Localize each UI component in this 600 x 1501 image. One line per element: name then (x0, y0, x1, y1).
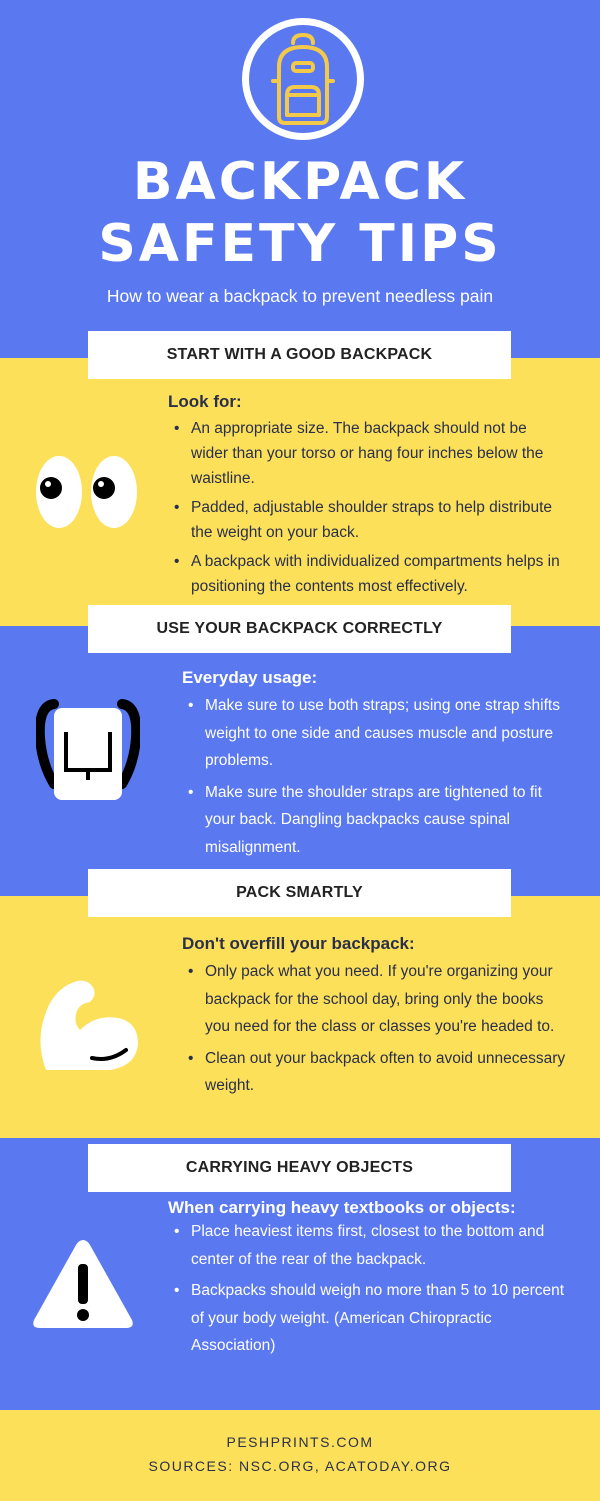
section-content (168, 1198, 573, 1364)
footer (0, 1410, 600, 1501)
page-subtitle: How to wear a backpack to prevent needless pain (106, 286, 494, 306)
section-pack-smartly (0, 896, 600, 1138)
section-heading: USE YOUR BACKPACK CORRECTLY (88, 605, 511, 653)
bullet-list (182, 958, 572, 1100)
section-content (182, 668, 572, 865)
bullet-list (168, 416, 568, 599)
page-title-line2: SAFETY TIPS (98, 214, 502, 274)
header (0, 0, 600, 358)
footer-site: PESHPRINTS.COM (226, 1434, 374, 1450)
list-item: • An appropriate size. The backpack should not be wider than your torso or hang four inches below the waistline. (168, 416, 568, 491)
page-title-line1: BACKPACK (132, 152, 468, 212)
footer-sources: SOURCES: NSC.ORG, ACATODAY.ORG (148, 1458, 452, 1474)
section-heading: CARRYING HEAVY OBJECTS (88, 1144, 511, 1192)
section-lead: Don't overfill your backpack: (182, 934, 415, 953)
list-item: • Backpacks should weigh no more than 5 to 10 percent of your body weight. (American Chiropractic Association) (168, 1277, 573, 1360)
eyes-icon (34, 450, 144, 530)
backpack-logo-icon (239, 15, 367, 143)
list-item: • Make sure to use both straps; using one strap shifts weight to one side and causes muscle and posture problems. (182, 692, 572, 775)
list-item: • Place heaviest items first, closest to the bottom and center of the rear of the backpack. (168, 1218, 573, 1273)
section-lead: Everyday usage: (182, 668, 318, 687)
section-lead: When carrying heavy textbooks or objects: (168, 1198, 516, 1217)
section-content (182, 934, 572, 1104)
list-item: • Clean out your backpack often to avoid unnecessary weight. (182, 1045, 572, 1100)
flexed-arm-icon (34, 974, 144, 1074)
list-item: • A backpack with individualized compartments helps in positioning the contents most effectively. (168, 549, 568, 599)
list-item: • Only pack what you need. If you're organizing your backpack for the school day, bring only the books you need for the class or classes you're headed to. (182, 958, 572, 1041)
list-item: • Padded, adjustable shoulder straps to help distribute the weight on your back. (168, 495, 568, 545)
bullet-list (182, 692, 572, 861)
list-item: • Make sure the shoulder straps are tightened to fit your back. Dangling backpacks cause spinal misalignment. (182, 779, 572, 862)
backpack-icon (36, 694, 140, 804)
warning-icon (30, 1236, 136, 1332)
section-content (168, 392, 568, 603)
section-heading: START WITH A GOOD BACKPACK (88, 331, 511, 379)
section-use-correctly (0, 626, 600, 896)
bullet-list (168, 1218, 573, 1360)
section-good-backpack (0, 358, 600, 626)
section-heading: PACK SMARTLY (88, 869, 511, 917)
section-lead: Look for: (168, 392, 242, 411)
